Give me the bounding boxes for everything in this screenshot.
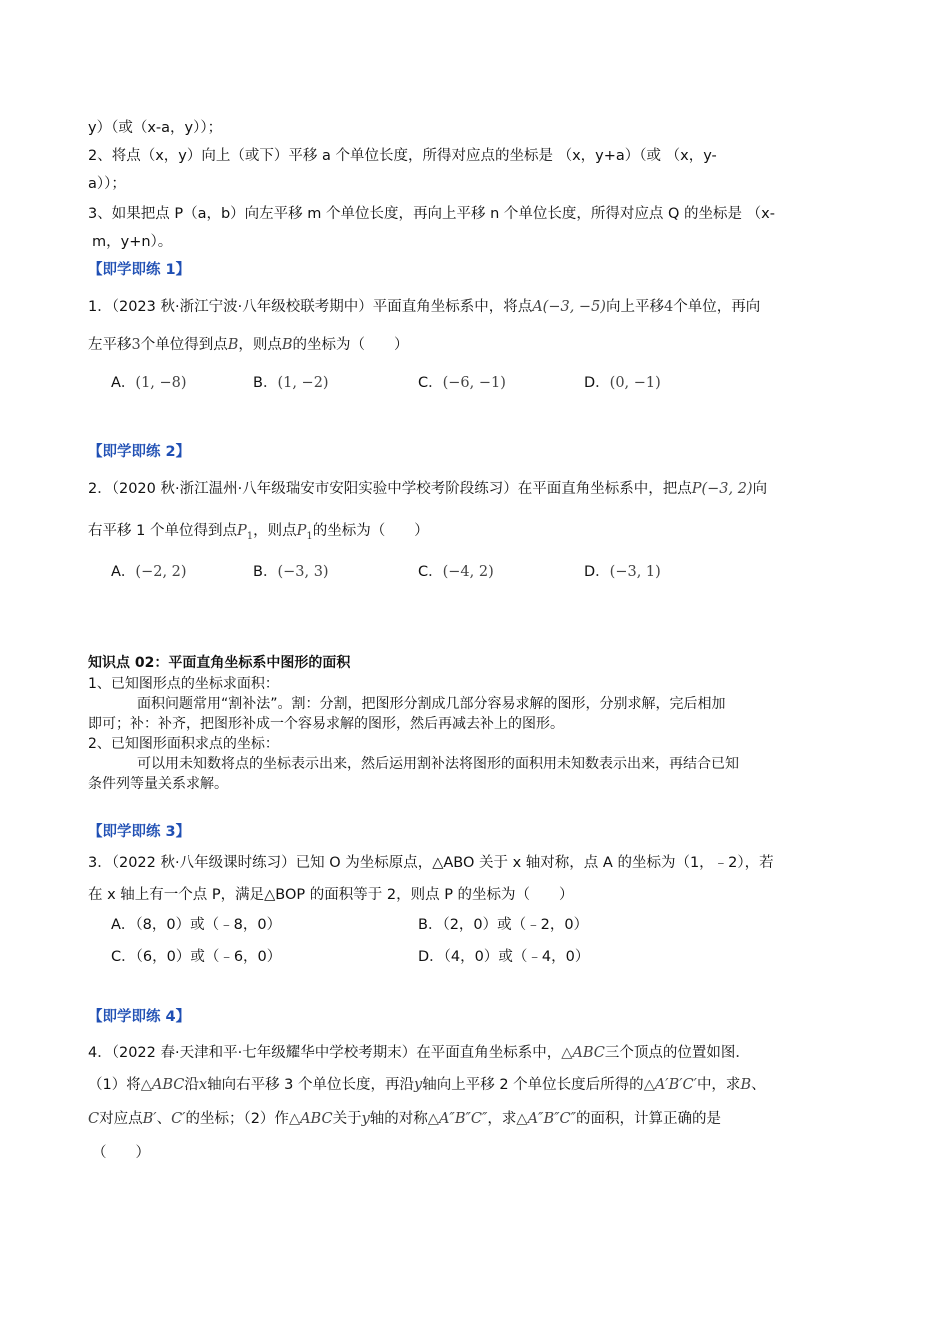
point-c: C	[88, 1111, 100, 1127]
subscript: 1	[246, 530, 254, 542]
option-label: C．	[418, 564, 443, 580]
section-2-para-5: 可以用未知数将点的坐标表示出来，然后运用割补法将图形的面积用未知数表示出来，再结合已知	[137, 756, 739, 772]
option-value: (−2, 2)	[135, 564, 187, 580]
q-text: 沿	[184, 1077, 199, 1093]
exercise-2-option-d	[584, 561, 661, 583]
intro-line-1: y）（或（x-a，y））；	[88, 120, 223, 136]
option-value: (−4, 2)	[442, 564, 494, 580]
q-text: 左平移	[88, 337, 132, 353]
option-value: (1, −2)	[277, 375, 329, 391]
section-2-para-1: 1、已知图形点的坐标求面积：	[88, 676, 279, 692]
intro-line-2: 2、将点（x，y）向上（或下）平移 a 个单位长度，所得对应点的坐标是 （x，y+a）（或 （x，y-	[88, 148, 717, 164]
q-number: 4	[663, 299, 674, 315]
q-text: 的坐标为（ ）	[312, 523, 429, 539]
section-2-title: 知识点 02：平面直角坐标系中图形的面积	[88, 655, 351, 671]
exercise-3-header: 【即学即练 3】	[88, 824, 191, 840]
exercise-1-option-b	[253, 372, 329, 394]
point-b: B	[740, 1077, 752, 1093]
intro-line-3: a））；	[88, 176, 126, 192]
option-label: D．	[418, 949, 444, 965]
triangle-abc: △ABC	[140, 1077, 185, 1093]
point-b: B	[281, 337, 293, 353]
exercise-4-question-line-4: （ ）	[92, 1145, 150, 1161]
exercise-2-option-a	[111, 561, 187, 583]
q-text: 关于	[332, 1111, 362, 1127]
section-2-para-6: 条件列等量关系求解。	[88, 776, 228, 792]
q-text: 轴向右平移 3 个单位长度，再沿	[207, 1077, 415, 1093]
triangle-abc: △ABC	[561, 1045, 605, 1061]
option-value: (0, −1)	[609, 375, 661, 391]
option-label: D．	[584, 375, 610, 391]
q-text: 向上平移	[605, 299, 664, 315]
q-text: 、	[156, 1111, 172, 1127]
exercise-1-option-d	[584, 372, 661, 394]
q-text: 向	[752, 481, 768, 497]
exercise-3-option-a	[111, 914, 281, 936]
option-value: (−6, −1)	[442, 375, 506, 391]
option-label: A．	[111, 917, 136, 933]
exercise-3-question-line-1: 3．（2022 秋·八年级课时练习）已知 O 为坐标原点，△ABO 关于 x 轴对称，点 A 的坐标为（1，﹣2），若	[88, 855, 774, 871]
exercise-3-option-c	[111, 946, 281, 968]
section-2-para-4: 2、已知图形面积求点的坐标：	[88, 736, 279, 752]
exercise-1-option-c	[418, 372, 506, 394]
point-p1: P	[236, 523, 247, 539]
option-label: D．	[584, 564, 610, 580]
q-text: 对应点	[99, 1111, 143, 1127]
point-a: A(−3, −5)	[532, 299, 606, 315]
exercise-2-question-line-1	[88, 478, 864, 500]
section-2-para-3: 即可；补：补齐，把图形补成一个容易求解的图形，然后再减去补上的图形。	[88, 716, 564, 732]
exercise-2-option-b	[253, 561, 329, 583]
q-text: 的面积，计算正确的是	[576, 1111, 722, 1127]
point-p1: P	[296, 523, 307, 539]
option-value: (−3, 3)	[277, 564, 329, 580]
q-text: 右平移 1 个单位得到点	[88, 523, 237, 539]
point-b-prime: B′	[142, 1111, 157, 1127]
q-text: 、	[751, 1077, 766, 1093]
exercise-3-option-b	[418, 914, 588, 936]
option-value: （4，0）或（﹣4，0）	[443, 949, 590, 965]
option-label: A．	[111, 375, 136, 391]
q-text: 4．（2022 春·天津和平·七年级耀华中学校考期末）在平面直角坐标系中，	[88, 1045, 562, 1061]
q-text: 2．（2020 秋·浙江温州·八年级瑞安市安阳实验中学校考阶段练习）在平面直角坐标系中，把点	[88, 481, 692, 497]
exercise-1-option-a	[111, 372, 187, 394]
exercise-4-question-line-2	[88, 1074, 864, 1096]
exercise-1-header: 【即学即练 1】	[88, 262, 191, 278]
q-text: 个单位，再向	[673, 299, 761, 315]
q-text: （1）将	[88, 1077, 141, 1093]
intro-line-5: m，y+n）。	[92, 234, 173, 250]
exercise-1-question-line-2	[88, 334, 864, 356]
option-value: （6，0）或（﹣6，0）	[135, 949, 282, 965]
triangle-a2b2c2: △A″B″C″	[516, 1111, 577, 1127]
q-text: ，求	[487, 1111, 517, 1127]
triangle-a2b2c2: △A″B″C″	[427, 1111, 488, 1127]
point-p: P(−3, 2)	[691, 481, 753, 497]
q-text: 三个顶点的位置如图．	[604, 1045, 750, 1061]
triangle-a1b1c1: △A′B′C′	[643, 1077, 697, 1093]
option-label: B．	[253, 564, 278, 580]
q-text: 轴向上平移 2 个单位长度后所得的	[422, 1077, 644, 1093]
axis-y: y	[414, 1077, 423, 1093]
option-value: (−3, 1)	[609, 564, 661, 580]
section-2-para-2: 面积问题常用“割补法”。割：分割，把图形分割成几部分容易求解的图形，分别求解，完后相加	[137, 696, 726, 712]
q-text: 的坐标为（ ）	[292, 337, 409, 353]
subscript: 1	[306, 530, 313, 542]
exercise-1-question-line-1	[88, 296, 864, 318]
q-text: 1．（2023 秋·浙江宁波·八年级校联考期中）平面直角坐标系中，将点	[88, 299, 533, 315]
exercise-4-question-line-1	[88, 1042, 864, 1064]
option-label: C．	[418, 375, 443, 391]
q-text: 个单位得到点	[140, 337, 228, 353]
option-value: （8，0）或（﹣8，0）	[135, 917, 282, 933]
point-c-prime: C′	[171, 1111, 186, 1127]
intro-line-4: 3、如果把点 P（a，b）向左平移 m 个单位长度，再向上平移 n 个单位长度，所得对应点 Q 的坐标是 （x-	[88, 206, 775, 222]
q-number: 3	[131, 337, 141, 353]
exercise-4-question-line-3	[88, 1108, 864, 1130]
exercise-3-question-line-2: 在 x 轴上有一个点 P，满足△BOP 的面积等于 2，则点 P 的坐标为（ ）	[88, 887, 574, 903]
q-text: 的坐标；（2）作	[185, 1111, 289, 1127]
option-value: (1, −8)	[135, 375, 187, 391]
exercise-3-option-d	[418, 946, 589, 968]
option-label: B．	[253, 375, 278, 391]
q-text: ，则点	[253, 523, 297, 539]
exercise-2-question-line-2	[88, 520, 864, 548]
option-label: B．	[418, 917, 443, 933]
q-text: ，则点	[238, 337, 282, 353]
exercise-4-header: 【即学即练 4】	[88, 1009, 191, 1025]
point-b: B	[227, 337, 239, 353]
option-value: （2，0）或（﹣2，0）	[442, 917, 589, 933]
exercise-2-option-c	[418, 561, 494, 583]
axis-x: x	[198, 1077, 208, 1093]
q-text: 中，求	[696, 1077, 741, 1093]
option-label: C．	[111, 949, 136, 965]
option-label: A．	[111, 564, 136, 580]
triangle-abc: △ABC	[288, 1111, 333, 1127]
q-text: 轴的对称	[369, 1111, 428, 1127]
exercise-2-header: 【即学即练 2】	[88, 444, 191, 460]
axis-y: y	[361, 1111, 370, 1127]
